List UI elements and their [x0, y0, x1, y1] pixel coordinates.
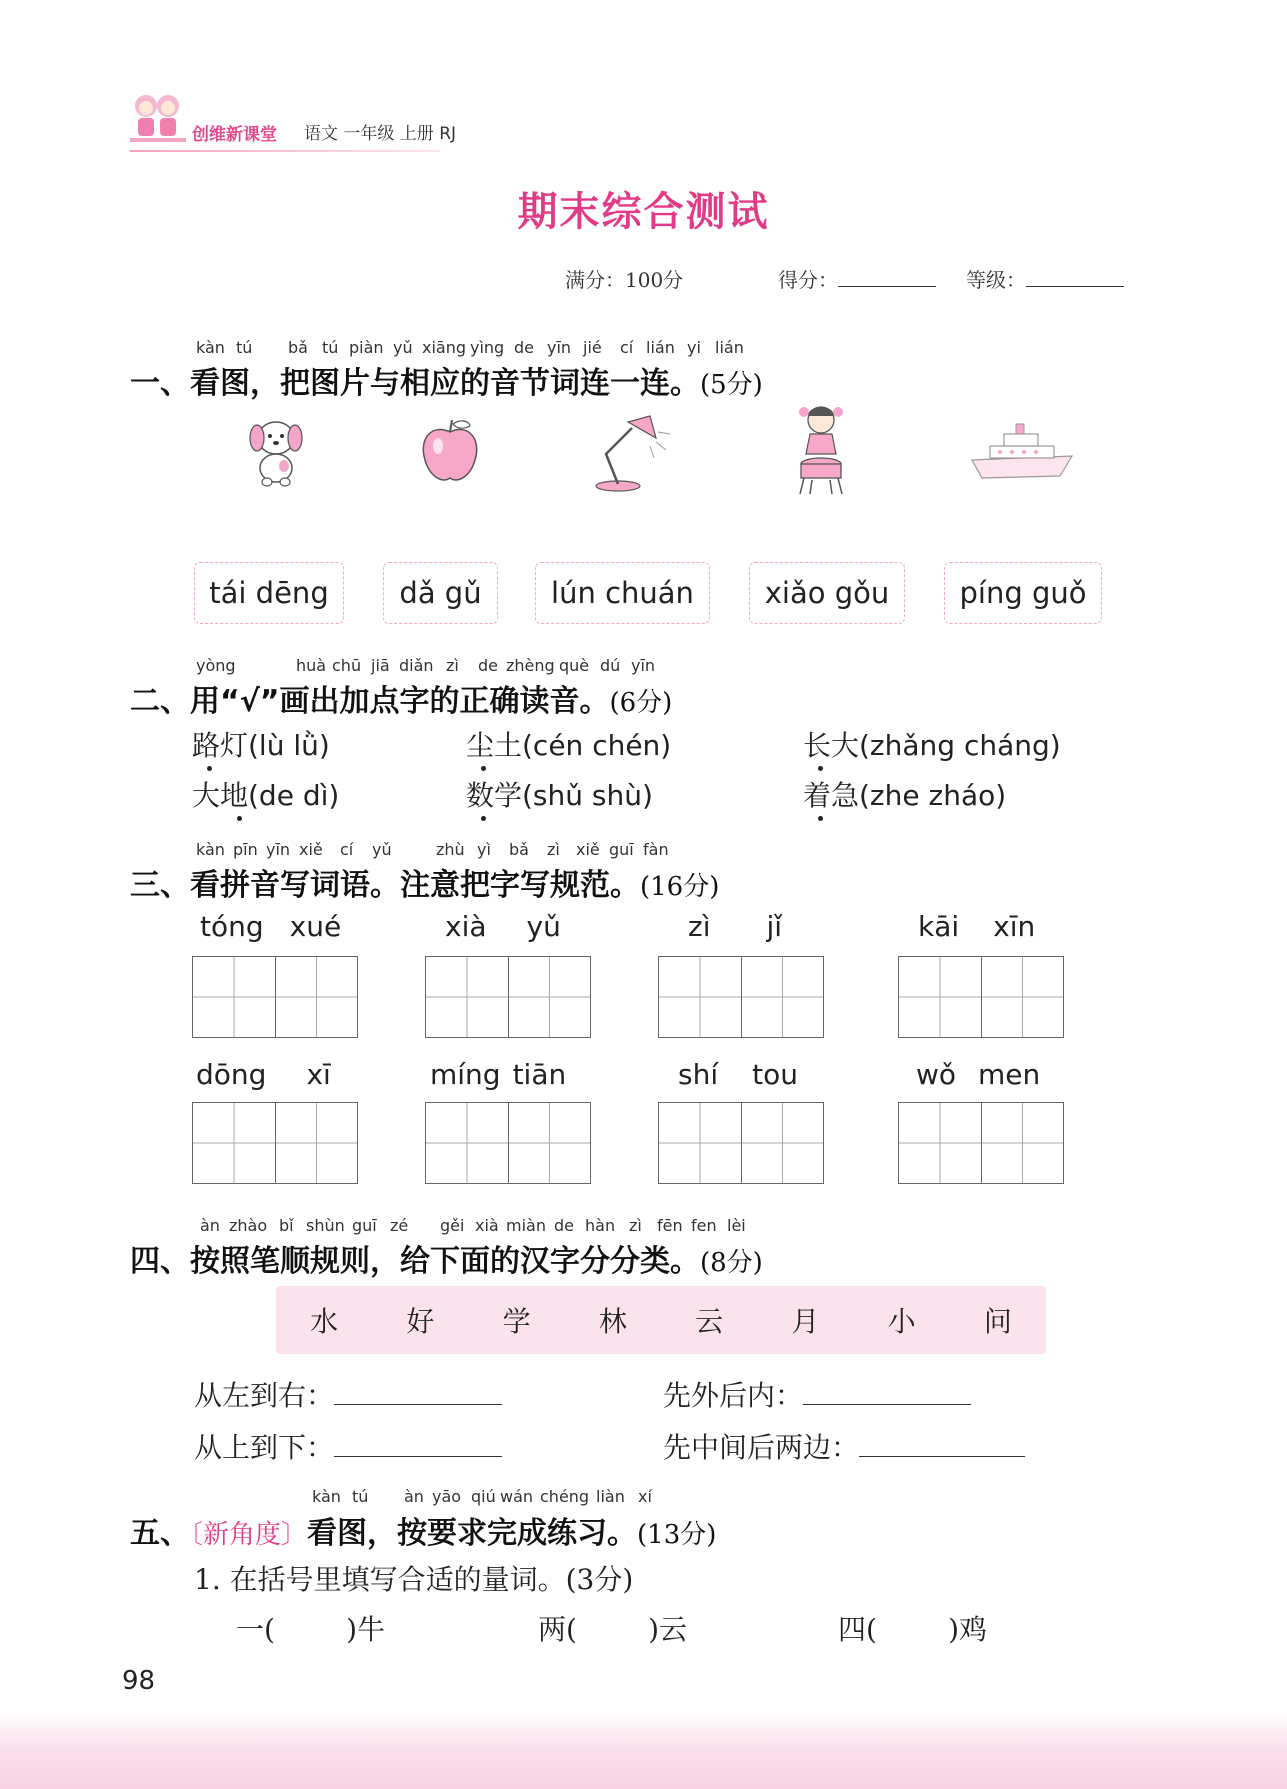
writing-grid-ziji[interactable] — [658, 956, 824, 1038]
char: 学 — [502, 1305, 531, 1338]
score-field[interactable] — [778, 264, 936, 293]
q2-item-chentu[interactable]: 尘土(cén chén) — [466, 724, 671, 764]
section2-heading: 二、用“√”画出加点字的正确读音。(6分) — [130, 684, 673, 719]
header-brand: 创维新课堂 — [192, 125, 277, 145]
grid-cell[interactable] — [982, 957, 1064, 1037]
word-pinyin-women: wǒ men — [916, 1058, 1041, 1091]
score-label: 得分： — [778, 268, 838, 292]
word-pinyin-ziji: zì jǐ — [688, 910, 783, 943]
fill-left-to-right[interactable]: 从左到右： — [194, 1374, 502, 1414]
grid-cell[interactable] — [509, 957, 591, 1037]
writing-grid-women[interactable] — [898, 1102, 1064, 1184]
emphasis-dot — [481, 816, 486, 821]
emphasis-dot — [818, 816, 823, 821]
writing-grid-dongxi[interactable] — [192, 1102, 358, 1184]
emphasis-dot — [818, 766, 823, 771]
new-angle-tag: 〔新角度〕 — [190, 1520, 308, 1550]
grid-cell[interactable] — [659, 1103, 742, 1183]
word-pinyin-dongxi: dōng xī — [196, 1058, 331, 1091]
grade-blank[interactable] — [1026, 286, 1124, 287]
pinyin-card-ping-guo[interactable]: píng guǒ — [944, 562, 1102, 624]
q2-item-dadi[interactable]: 大地(de dì) — [192, 774, 339, 814]
pinyin-card-xiao-gou[interactable]: xiǎo gǒu — [749, 562, 905, 624]
q2-item-ludeng[interactable]: 路灯(lù lǜ) — [192, 724, 330, 764]
pinyin-card-lun-chuan[interactable]: lún chuán — [535, 562, 710, 624]
footer-band — [0, 1712, 1287, 1789]
char: 水 — [310, 1305, 339, 1338]
fill-top-to-bottom[interactable]: 从上到下： — [194, 1426, 502, 1466]
q2-item-zhangda[interactable]: 长大(zhǎng cháng) — [803, 724, 1061, 764]
word-pinyin-tongxue: tóng xué — [200, 910, 342, 943]
character-box — [276, 1286, 1046, 1354]
q2-item-zhaoji[interactable]: 着急(zhe zháo) — [803, 774, 1006, 814]
sub-question-1: 1. 在括号里填写合适的量词。(3分) — [194, 1563, 634, 1596]
page-title: 期末综合测试 — [517, 189, 770, 235]
grade-label: 等级： — [966, 268, 1026, 292]
section4-heading: 四、按照笔顺规则，给下面的汉字分分类。(8分) — [130, 1244, 763, 1279]
section1-heading: 一、看图，把图片与相应的音节词连一连。(5分) — [130, 366, 763, 401]
grid-cell[interactable] — [742, 1103, 824, 1183]
word-pinyin-kaixin: kāi xīn — [918, 910, 1036, 943]
pinyin-card-tai-deng[interactable]: tái dēng — [194, 562, 344, 624]
section3-heading: 三、看拼音写词语。注意把字写规范。(16分) — [130, 868, 720, 903]
full-score: 满分：100分 — [565, 268, 684, 292]
grid-cell[interactable] — [193, 957, 276, 1037]
section1-pinyin: kàn tú bǎ tú piàn yǔ xiāng yìng de yīn jié cí lián yi lián — [196, 338, 744, 357]
grid-cell[interactable] — [426, 957, 509, 1037]
fill-middle-then-sides[interactable]: 先中间后两边： — [663, 1426, 1025, 1466]
section2-pinyin: yòng huà chū jiā diǎn zì de zhèng què dú yīn — [196, 656, 656, 675]
section5-heading: 五、〔新角度〕看图，按要求完成练习。(13分) — [130, 1516, 717, 1551]
measure-word-blank-cow[interactable]: 一( )牛 — [236, 1613, 386, 1646]
ship-icon — [968, 420, 1076, 488]
section5-pinyin: kàn tú àn yāo qiú wán chéng liàn xí — [312, 1487, 652, 1506]
word-pinyin-mingtian: míng tiān — [430, 1058, 567, 1091]
grid-cell[interactable] — [193, 1103, 276, 1183]
char: 云 — [695, 1305, 724, 1338]
grid-cell[interactable] — [509, 1103, 591, 1183]
section3-pinyin: kàn pīn yīn xiě cí yǔ zhù yì bǎ zì xiě guī fàn — [196, 840, 669, 859]
apple-icon — [418, 418, 482, 490]
char: 好 — [406, 1305, 435, 1338]
header-divider — [130, 150, 440, 152]
page-number: 98 — [122, 1666, 156, 1696]
char: 问 — [983, 1305, 1012, 1338]
writing-grid-tongxue[interactable] — [192, 956, 358, 1038]
measure-word-blank-cloud[interactable]: 两( )云 — [538, 1613, 688, 1646]
grade-field[interactable] — [966, 264, 1124, 293]
char: 月 — [791, 1305, 820, 1338]
measure-word-blank-chicken[interactable]: 四( )鸡 — [838, 1613, 988, 1646]
grid-cell[interactable] — [742, 957, 824, 1037]
score-blank[interactable] — [838, 286, 936, 287]
char: 林 — [598, 1305, 627, 1338]
grid-cell[interactable] — [899, 957, 982, 1037]
grid-cell[interactable] — [659, 957, 742, 1037]
fill-outside-in[interactable]: 先外后内： — [663, 1374, 971, 1414]
mascot-icon — [126, 88, 190, 156]
header-meta: 语文 一年级 上册 RJ — [304, 124, 457, 144]
word-pinyin-xiayu: xià yǔ — [445, 910, 561, 943]
emphasis-dot — [207, 766, 212, 771]
desk-lamp-icon — [588, 412, 674, 498]
section4-pinyin: àn zhào bǐ shùn guī zé gěi xià miàn de hàn zì fēn fen lèi — [200, 1216, 746, 1235]
grid-cell[interactable] — [276, 957, 358, 1037]
char: 小 — [887, 1305, 916, 1338]
writing-grid-shitou[interactable] — [658, 1102, 824, 1184]
word-pinyin-shitou: shí tou — [678, 1058, 798, 1091]
writing-grid-xiayu[interactable] — [425, 956, 591, 1038]
grid-cell[interactable] — [426, 1103, 509, 1183]
girl-drum-icon — [788, 402, 854, 502]
grid-cell[interactable] — [276, 1103, 358, 1183]
grid-cell[interactable] — [899, 1103, 982, 1183]
writing-grid-kaixin[interactable] — [898, 956, 1064, 1038]
emphasis-dot — [237, 816, 242, 821]
grid-cell[interactable] — [982, 1103, 1064, 1183]
pinyin-card-da-gu[interactable]: dǎ gǔ — [383, 562, 498, 624]
q2-item-shuxue[interactable]: 数学(shǔ shù) — [466, 774, 653, 814]
dog-icon — [240, 412, 312, 494]
writing-grid-mingtian[interactable] — [425, 1102, 591, 1184]
emphasis-dot — [481, 766, 486, 771]
